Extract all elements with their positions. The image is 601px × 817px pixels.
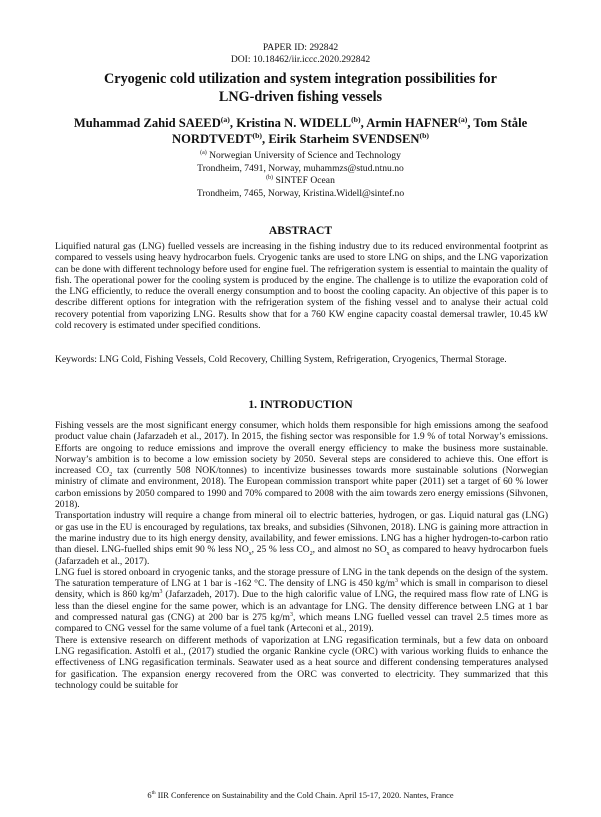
author: Eirik Starheim SVENDSEN$^{(b)}$	[268, 130, 429, 146]
doi: DOI: 10.18462/iir.iccc.2020.292842	[230, 54, 371, 65]
author: Armin HAFNER$^{(a)}$,	[366, 114, 474, 130]
intro-paragraph-4: There is extensive research on different methods of vaporization at LNG regasification terminals, but a few data on onboard LNG regasification. Astolfi et al., (2017) studied the organic Rankine cycle (ORC) with various working fluids to enhance the effectiveness of LNG regasification terminals. Seawater used as a heat source and different condensing temperatures analysed for gasification. The expansion energy recovered from the ORC was converted to electricity. They summarized that this technology could be suitable for	[55, 634, 548, 691]
introduction-body	[55, 420, 548, 691]
affiliations	[0, 150, 601, 200]
author-list	[40, 115, 561, 147]
abstract-text: Liquified natural gas (LNG) fuelled vessels are increasing in the fishing industry due to its reduced environmental footprint as compared to vessels using heavy hydrocarbon fuels. Cryogenic tanks are used to store LNG on ships, and the LNG vaporization can be done with different technology before used for engine fuel. The refrigeration system is essential to maintain the quality of fish. The operational power for the cooling system is produced by the engine. The challenge is to utilize the evaporation cold of the LNG efficiently, to reduce the overall energy consumption and to boost the cooling capacity. An objective of this paper is to describe different options for integration with the refrigeration system of the fishing vessel and to analyse their actual cold recovery potential from vaporizing LNG. Results show that for a 760 KW engine capacity coastal demersal trawler, 10.45 kW cold recovery is estimated under specified conditions.	[55, 241, 548, 332]
abstract-heading: ABSTRACT	[268, 224, 333, 237]
author: Muhammad Zahid SAEED$^{(a)}$,	[73, 114, 237, 130]
title-line-1: Cryogenic cold utilization and system integration possibilities for	[104, 71, 497, 87]
affiliation-a-address: Trondheim, 7491, Norway, muhammzs@stud.ntnu.no	[197, 162, 404, 174]
affiliation-b: $^{(b)}$ SINTEF Ocean	[266, 175, 335, 187]
introduction-heading: 1. INTRODUCTION	[248, 398, 353, 411]
conference-footer: 6th IIR Conference on Sustainability and the Cold Chain. April 15-17, 2020. Nantes, France	[147, 790, 454, 800]
affiliation-b-address: Trondheim, 7465, Norway, Kristina.Widell@sintef.no	[196, 187, 405, 199]
affiliation-a: $^{(a)}$ Norwegian University of Science and Technology	[200, 149, 401, 161]
author: Tom Ståle NORDTVEDT$^{(b)}$,	[172, 116, 528, 146]
keywords-label: Keywords:	[55, 354, 97, 365]
author: Kristina N. WIDELL$^{(b)}$,	[236, 114, 367, 130]
paper-id: PAPER ID: 292842	[262, 42, 339, 53]
keywords-list: LNG Cold, Fishing Vessels, Cold Recovery, Chilling System, Refrigeration, Cryogenics, Thermal Storage.	[99, 354, 507, 365]
title-line-2: LNG-driven fishing vessels	[218, 89, 383, 105]
intro-paragraph-1: Fishing vessels are the most significant energy consumer, which holds them responsible for high emissions among the seafood product value chain (Jafarzadeh et al., 2017). In 2015, the fishing sector was responsible for 1.9 % of total Norway’s emissions. Efforts are ongoing to reduce emissions and improve the overall energy efficiency to make the business more sustainable. Norway’s ambition is to become a low emission society by 2050. Several steps are considered to achieve this. One effort is increased $CO_2$ tax (currently 508 NOK/tonnes) to incentivize businesses towards more sustainable solutions (Norwegian ministry of climate and environment, 2018). The European commission transport white paper (2011) set a target of 60 % lower carbon emissions by 2050 compared to 1990 and 70% compared to 2008 with the aim towards zero energy emissions (Sihvonen, 2018).	[55, 420, 548, 511]
keywords	[55, 354, 548, 365]
intro-paragraph-2: Transportation industry will require a change from mineral oil to electric batteries, hydrogen, or gas. Liquid natural gas (LNG) or gas use in the EU is encouraged by regulations, tax breaks, and subsidies (Sihvonen, 2018). LNG is gaining more attraction in the marine industry due to its high energy density, availability, and fewer emissions. LNG has a higher hydrogen-to-carbon ratio than diesel. LNG-fuelled ships emit 90 % less $NO_x$, 25 % less $CO_2$, and almost no $SO_x$ as compared to heavy hydrocarbon fuels (Jafarzadeh et al., 2017).	[55, 510, 548, 567]
paper-title	[40, 70, 561, 106]
intro-paragraph-3: LNG fuel is stored onboard in cryogenic tanks, and the storage pressure of LNG in the tank depends on the design of the system. The saturation temperature of LNG at 1 bar is -162 °C. The density of LNG is 450 $kg/m^3$ which is small in comparison to diesel density, which is 860 $kg/m^3$ (Jafarzadeh, 2017). Due to the high calorific value of LNG, the required mass flow rate of LNG is less than the diesel engine for the same power, which is an advantage for LNG. The density difference between LNG at 1 bar and compressed natural gas (CNG) at 200 bar is 275 $kg/m^3$, which means LNG fuelled vessel can travel 2.5 times more as compared to CNG vessel for the same volume of a fuel tank (Arteconi et al., 2019).	[55, 566, 548, 635]
